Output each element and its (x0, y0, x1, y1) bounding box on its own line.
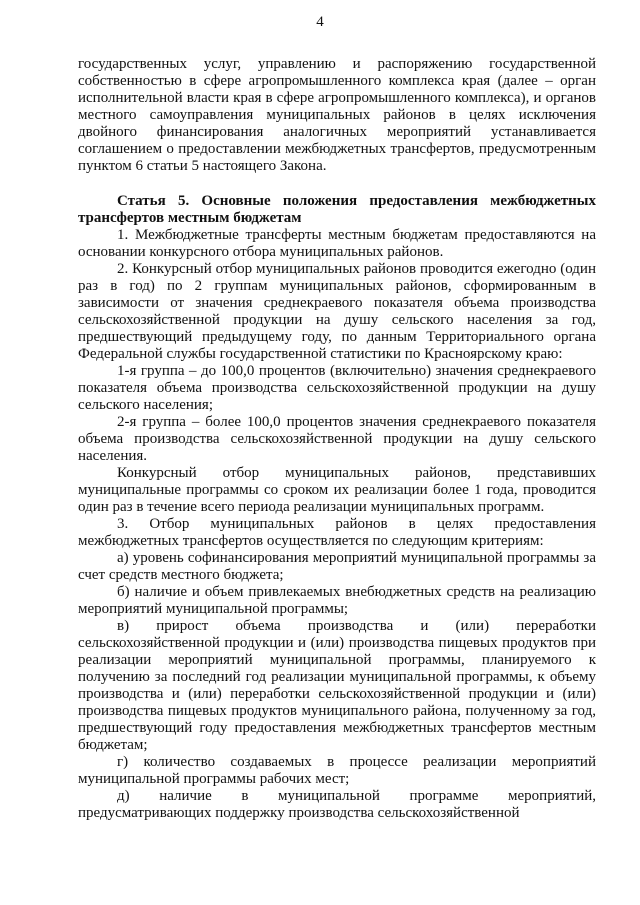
criterion-d: д) наличие в муниципальной программе мероприятий, предусматривающих поддержку производства сельскохозяйственной (78, 788, 596, 821)
article-heading: Статья 5. Основные положения предоставления межбюджетных трансфертов местным бюджетам (78, 193, 596, 226)
criterion-v: в) прирост объема производства и (или) переработки сельскохозяйственной продукции и (или) производства пищевых продуктов при реализации мероприятий муниципальной программы, планируемого к получению за последний год реализации муниципальной программы, к объему производства и (или) переработки сельскохозяйственной продукции и (или) производства пищевых продуктов муниципального района, полученному за год, предшествующий году предоставления межбюджетных трансфертов местным бюджетам; (78, 618, 596, 753)
group-2-paragraph: 2-я группа – более 100,0 процентов значения среднекраевого показателя объема производства сельскохозяйственной продукции на душу сельского населения. (78, 414, 596, 464)
criterion-a: а) уровень софинансирования мероприятий муниципальной программы за счет средств местного бюджета; (78, 550, 596, 583)
criterion-b: б) наличие и объем привлекаемых внебюджетных средств на реализацию мероприятий муниципальной программы; (78, 584, 596, 617)
page-number: 4 (316, 14, 324, 30)
criterion-g: г) количество создаваемых в процессе реализации мероприятий муниципальной программы рабочих мест; (78, 754, 596, 787)
intro-paragraph: государственных услуг, управлению и распоряжению государственной собственностью в сфере агропромышленного комплекса края (далее – орган исполнительной власти края в сфере агропромышленного комплекса), и органов местного самоуправления муниципальных районов в целях исключения двойного финансирования аналогичных мероприятий устанавливается соглашением о предоставлении межбюджетных трансфертов, предусмотренным пунктом 6 статьи 5 настоящего Закона. (78, 56, 596, 174)
paragraph-1: 1. Межбюджетные трансферты местным бюджетам предоставляются на основании конкурсного отбора муниципальных районов. (78, 227, 596, 260)
group-1-paragraph: 1-я группа – до 100,0 процентов (включительно) значения среднекраевого показателя объема производства сельскохозяйственной продукции на душу сельского населения; (78, 363, 596, 413)
paragraph-2: 2. Конкурсный отбор муниципальных районов проводится ежегодно (один раз в год) по 2 группам муниципальных районов, сформированным в зависимости от значения среднекраевого показателя объема производства сельскохозяйственной продукции на душу сельского населения за год, предшествующий предыдущему году, по данным Территориального органа Федеральной службы государственной статистики по Красноярскому краю: (78, 261, 596, 362)
page-content (78, 56, 596, 822)
paragraph-3: 3. Отбор муниципальных районов в целях предоставления межбюджетных трансфертов осуществляется по следующим критериям: (78, 516, 596, 549)
selection-paragraph: Конкурсный отбор муниципальных районов, представивших муниципальные программы со сроком их реализации более 1 года, проводится один раз в течение всего периода реализации муниципальных программ. (78, 465, 596, 515)
